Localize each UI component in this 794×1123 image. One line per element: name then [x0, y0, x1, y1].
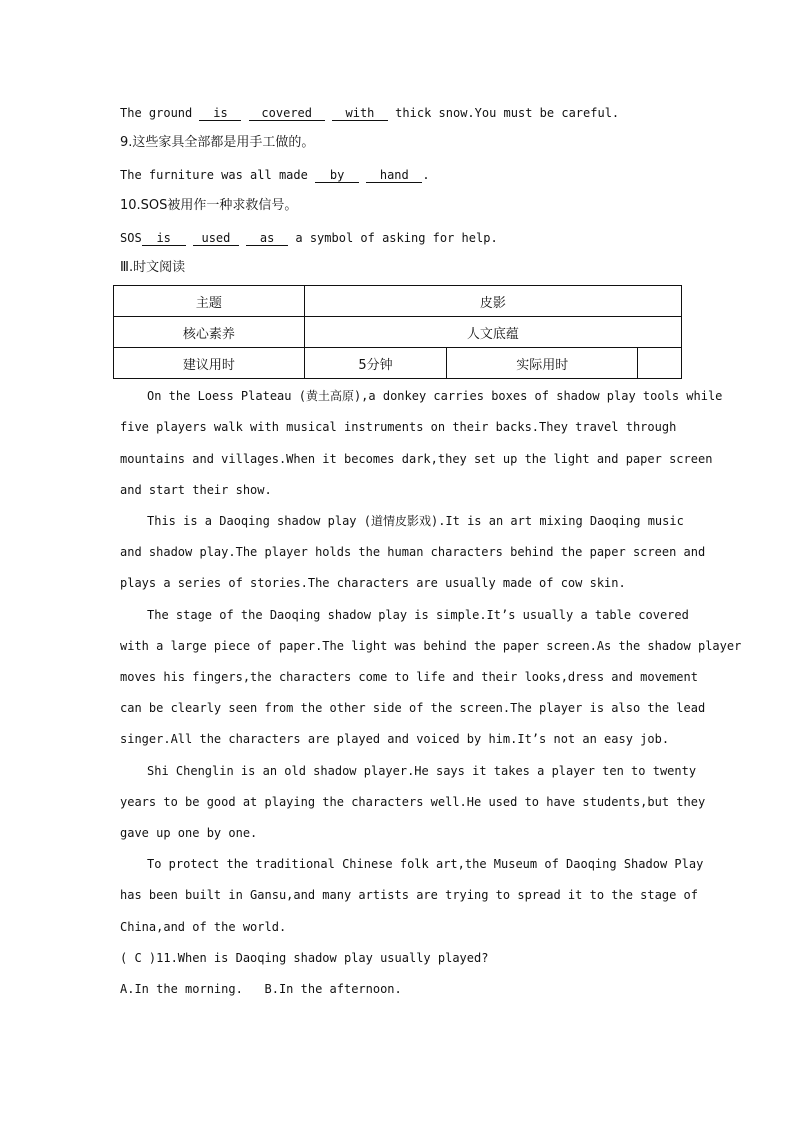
suggested-time-label: 建议用时	[114, 348, 305, 379]
passage-line: can be clearly seen from the other side of the screen.The player is also the lead	[120, 701, 706, 715]
passage-line: mountains and villages.When it becomes dark,they set up the light and paper screen	[120, 452, 713, 466]
passage-line: The stage of the Daoqing shadow play is simple.It’s usually a table covered	[147, 608, 689, 622]
passage-line: gave up one by one.	[120, 826, 258, 840]
reading-info-table	[113, 285, 682, 379]
passage-line: China,and of the world.	[120, 920, 287, 934]
answer-blank: is	[142, 231, 186, 246]
passage-line: has been built in Gansu,and many artists are trying to spread it to the stage of	[120, 888, 698, 902]
passage-line: years to be good at playing the characters well.He used to have students,but they	[120, 795, 706, 809]
sentence-text: The ground	[120, 106, 200, 120]
answer-blank: with	[332, 106, 388, 121]
question-11: ( C )11.When is Daoqing shadow play usually played?	[120, 951, 489, 965]
answer-blank: by	[315, 168, 359, 183]
topic-label: 主题	[114, 286, 305, 317]
core-literacy-value: 人文底蕴	[304, 317, 681, 348]
answer-blank: is	[199, 106, 241, 121]
core-literacy-label: 核心素养	[114, 317, 305, 348]
actual-time-value	[638, 348, 682, 379]
exercise-line-9	[120, 167, 430, 183]
exercise-line-8	[120, 105, 619, 121]
sentence-text: thick snow.You must be careful.	[387, 106, 620, 120]
question-9-prompt: 9.这些家具全部都是用手工做的。	[120, 135, 315, 150]
sentence-text: SOS	[120, 231, 142, 245]
question-11-options: A.In the morning. B.In the afternoon.	[120, 982, 402, 996]
suggested-time-value: 5分钟	[304, 348, 447, 379]
passage-line: with a large piece of paper.The light was behind the paper screen.As the shadow player	[120, 639, 742, 653]
answer-blank: used	[193, 231, 239, 246]
sentence-text: .	[422, 168, 430, 182]
answer-blank: as	[246, 231, 288, 246]
section-title: Ⅲ.时文阅读	[120, 260, 186, 275]
passage-line: This is a Daoqing shadow play (道情皮影戏).It is an art mixing Daoqing music	[147, 514, 684, 528]
sentence-text: a symbol of asking for help.	[288, 231, 498, 245]
passage-line: and start their show.	[120, 483, 272, 497]
passage-line: plays a series of stories.The characters are usually made of cow skin.	[120, 576, 626, 590]
passage-line: Shi Chenglin is an old shadow player.He says it takes a player ten to twenty	[147, 764, 697, 778]
sentence-text: The furniture was all made	[120, 168, 316, 182]
passage-line: five players walk with musical instruments on their backs.They travel through	[120, 420, 677, 434]
passage-line: and shadow play.The player holds the human characters behind the paper screen and	[120, 545, 706, 559]
question-10-prompt: 10.SOS被用作一种求救信号。	[120, 198, 298, 213]
passage-line: moves his fingers,the characters come to life and their looks,dress and movement	[120, 670, 698, 684]
passage-line: singer.All the characters are played and voiced by him.It’s not an easy job.	[120, 732, 670, 746]
passage-line: On the Loess Plateau (黄土高原),a donkey carries boxes of shadow play tools while	[147, 389, 723, 403]
answer-blank: hand	[366, 168, 422, 183]
actual-time-label: 实际用时	[447, 348, 638, 379]
topic-value: 皮影	[304, 286, 681, 317]
passage-line: To protect the traditional Chinese folk art,the Museum of Daoqing Shadow Play	[147, 857, 704, 871]
exercise-line-10	[120, 230, 498, 246]
answer-blank: covered	[249, 106, 325, 121]
